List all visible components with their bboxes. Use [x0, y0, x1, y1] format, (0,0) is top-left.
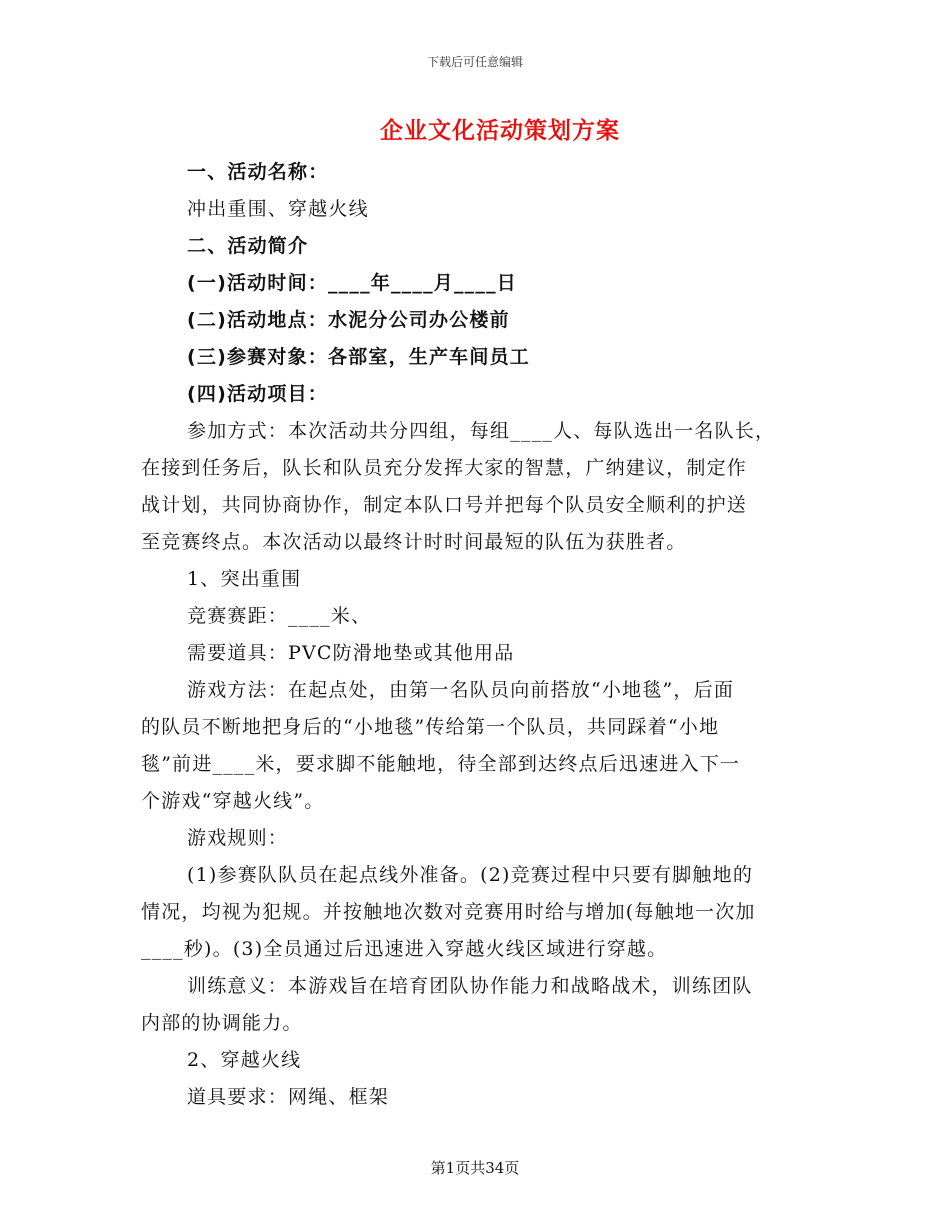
paragraph-line: 至竞赛终点。本次活动以最终计时时间最短的队伍为获胜者。	[141, 531, 687, 553]
paragraph-line: 的队员不断地把身后的“小地毯”传给第一个队员，共同踩着“小地	[141, 716, 720, 738]
paragraph-line: 内部的协调能力。	[141, 1012, 303, 1034]
paragraph-line: 游戏方法：在起点处，由第一名队员向前搭放“小地毯”，后面	[187, 679, 735, 701]
activity-name-text: 冲出重围、穿越火线	[187, 198, 369, 220]
subsection-heading-fire-line: 2、穿越火线	[187, 1049, 302, 1071]
paragraph-line: 参加方式：本次活动共分四组，每组____人、每队选出一名队长，	[187, 420, 776, 442]
paragraph-line: 战计划，共同协商协作，制定本队口号并把每个队员安全顺利的护送	[141, 494, 748, 516]
paragraph-line: 个游戏“穿越火线”。	[141, 790, 325, 812]
page-number: 第1页共34页	[430, 1159, 520, 1177]
document-title: 企业文化活动策划方案	[380, 117, 620, 144]
activity-location-line: (二)活动地点：水泥分公司办公楼前	[187, 309, 510, 331]
activity-items-heading: (四)活动项目：	[187, 383, 328, 405]
section-heading-activity-intro: 二、活动简介	[187, 235, 309, 257]
document-body	[141, 154, 809, 1116]
participants-line: (三)参赛对象：各部室，生产车间员工	[187, 346, 530, 368]
game-rules-label: 游戏规则：	[187, 827, 289, 849]
paragraph-line: 在接到任务后，队长和队员充分发挥大家的智慧，广纳建议，制定作	[141, 457, 748, 479]
paragraph-line: 情况，均视为犯规。并按触地次数对竞赛用时给与增加(每触地一次加	[141, 901, 756, 923]
required-props-line: 需要道具：PVC防滑地垫或其他用品	[187, 642, 515, 664]
header-note: 下载后可任意编辑	[426, 55, 523, 69]
paragraph-line: 毯”前进____米，要求脚不能触地，待全部到达终点后迅速进入下一	[141, 753, 741, 775]
activity-time-line: (一)活动时间：____年____月____日	[187, 272, 517, 294]
props-requirement-line: 道具要求：网绳、框架	[187, 1086, 390, 1108]
race-distance-line: 竞赛赛距：____米、	[187, 605, 372, 627]
paragraph-line: ____秒)。(3)全员通过后迅速进入穿越火线区域进行穿越。	[141, 938, 668, 960]
paragraph-line: (1)参赛队队员在起点线外准备。(2)竞赛过程中只要有脚触地的	[187, 864, 754, 886]
paragraph-line: 训练意义：本游戏旨在培育团队协作能力和战略战术，训练团队	[187, 975, 753, 997]
section-heading-activity-name: 一、活动名称：	[187, 161, 329, 183]
subsection-heading-breakout: 1、突出重围	[187, 568, 302, 590]
